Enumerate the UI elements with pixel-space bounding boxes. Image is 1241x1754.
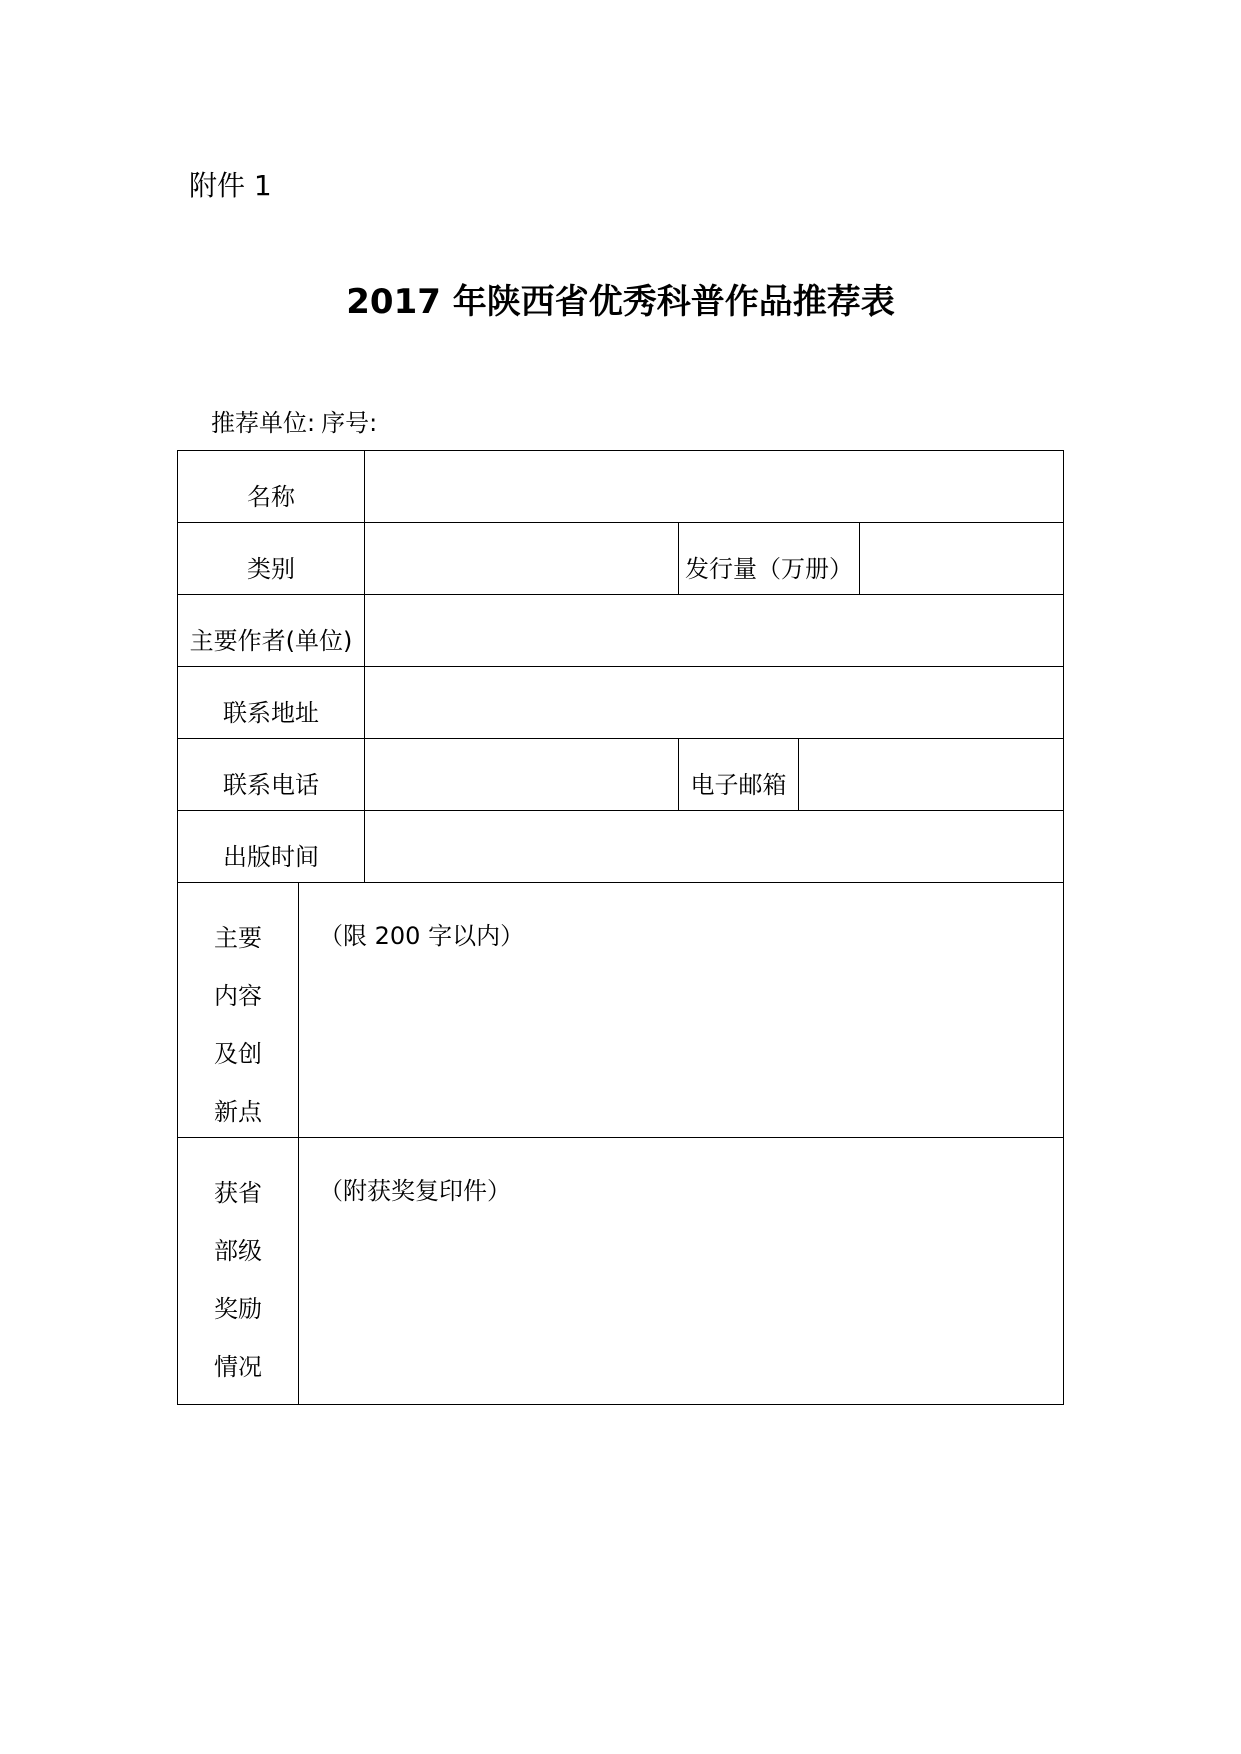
recommendation-form-table (177, 450, 1064, 1405)
awards-label-line: 部级 (214, 1237, 262, 1265)
pub-time-label: 出版时间 (223, 843, 319, 871)
page-title: 2017 年陕西省优秀科普作品推荐表 (346, 282, 895, 322)
content-label-line: 内容 (214, 982, 262, 1010)
email-label-cell (679, 739, 799, 810)
content-note: （限 200 字以内） (319, 922, 525, 950)
content-label-line: 及创 (214, 1040, 262, 1068)
author-value-cell[interactable] (365, 595, 1063, 666)
row-name (178, 451, 1063, 523)
awards-label-cell (178, 1138, 299, 1404)
name-label-cell (178, 451, 365, 522)
content-label-cell (178, 883, 299, 1137)
serial-number-label: 序号: (321, 409, 378, 437)
row-author (178, 595, 1063, 667)
category-label-cell (178, 523, 365, 594)
row-category (178, 523, 1063, 595)
circulation-value-cell[interactable] (860, 523, 1063, 594)
awards-note: （附获奖复印件） (319, 1177, 511, 1205)
row-contact (178, 739, 1063, 811)
category-label: 类别 (247, 555, 295, 583)
attachment-label: 附件 1 (189, 169, 272, 202)
awards-label-line: 奖励 (214, 1295, 262, 1323)
category-value-cell[interactable] (365, 523, 679, 594)
pub-time-label-cell (178, 811, 365, 882)
awards-label (178, 1164, 298, 1396)
content-label (178, 909, 298, 1141)
phone-value-cell[interactable] (365, 739, 679, 810)
address-value-cell[interactable] (365, 667, 1063, 738)
phone-label-cell (178, 739, 365, 810)
row-main-content (178, 883, 1063, 1138)
name-value-cell[interactable] (365, 451, 1063, 522)
awards-label-line: 获省 (214, 1179, 262, 1207)
email-value-cell[interactable] (799, 739, 1063, 810)
circulation-label: 发行量（万册） (685, 555, 853, 583)
author-label-cell (178, 595, 365, 666)
email-label: 电子邮箱 (690, 771, 787, 799)
content-label-line: 新点 (214, 1098, 262, 1126)
row-address (178, 667, 1063, 739)
content-label-line: 主要 (214, 924, 262, 952)
row-publication-time (178, 811, 1063, 883)
content-value-cell[interactable] (299, 883, 1063, 1137)
circulation-label-cell (679, 523, 860, 594)
author-label: 主要作者(单位) (189, 627, 353, 655)
name-label: 名称 (247, 483, 295, 511)
awards-value-cell[interactable] (299, 1138, 1063, 1404)
phone-label: 联系电话 (223, 771, 319, 799)
row-awards (178, 1138, 1063, 1404)
pub-time-value-cell[interactable] (365, 811, 1063, 882)
address-label-cell (178, 667, 365, 738)
form-meta (211, 408, 377, 438)
recommending-unit-label: 推荐单位: (211, 409, 316, 437)
awards-label-line: 情况 (214, 1353, 262, 1381)
address-label: 联系地址 (223, 699, 319, 727)
